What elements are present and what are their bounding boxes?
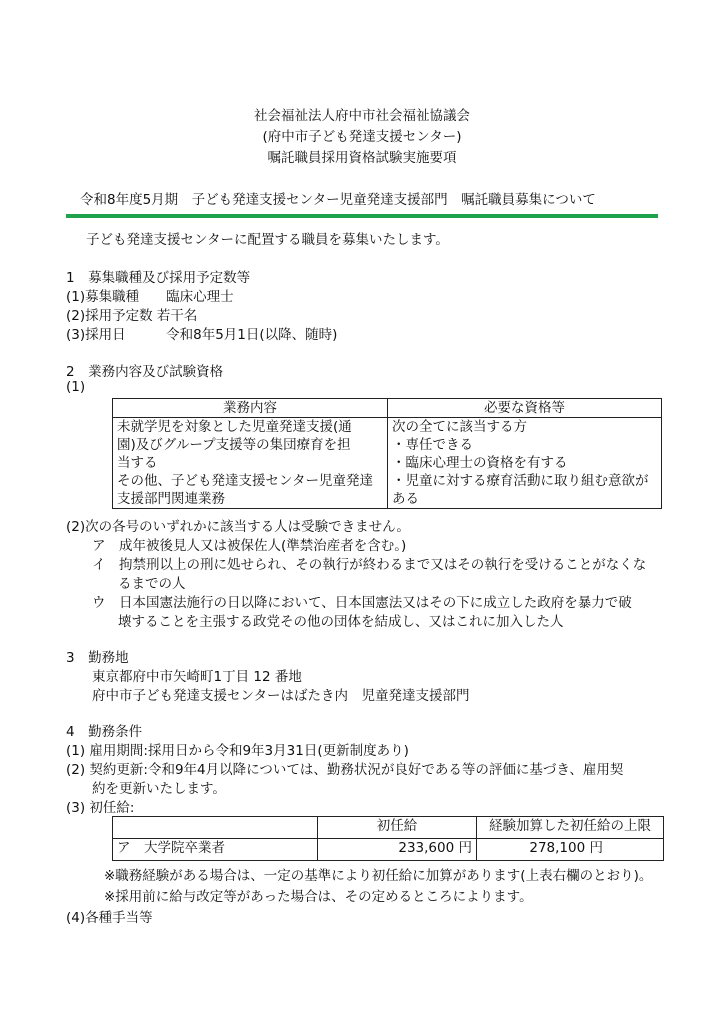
duties-cell	[113, 418, 388, 509]
employment-period: (1) 雇用期間:採用日から令和9年3月31日(更新制度あり)	[66, 743, 409, 759]
section1-item-date: (3)採用日 令和8年5月1日(以降、随時)	[66, 327, 338, 343]
document-title: 嘱託職員採用資格試験実施要項	[267, 150, 457, 166]
salary-col-max: 経験加算した初任給の上限	[477, 817, 664, 839]
duties-line: 未就学児を対象とした児童発達支援(通	[117, 419, 352, 435]
qualifications-cell	[388, 418, 662, 509]
col-header-qualifications: 必要な資格等	[388, 399, 662, 418]
section2-sub1: (1)	[66, 379, 86, 395]
section2-heading: 2 業務内容及び試験資格	[66, 364, 224, 380]
disqualification-u-cont: 壊することを主張する政党その他の団体を結成し、又はこれに加入した人	[118, 614, 564, 630]
salary-col-base: 初任給	[318, 817, 477, 839]
allowances-heading: (4)各種手当等	[66, 910, 153, 926]
section4-heading: 4 勤務条件	[66, 724, 143, 740]
section1-heading: 1 募集職種及び採用予定数等	[66, 270, 251, 286]
duties-line: 当する	[117, 455, 158, 471]
contract-renewal-cont: 約を更新いたします。	[92, 781, 226, 797]
qualification-line: 次の全てに該当する方	[392, 419, 527, 435]
disqualification-i: イ 拘禁刑以上の刑に処せられ、その執行が終わるまで又はその執行を受けることがなくな	[92, 557, 647, 573]
org-name: 社会福祉法人府中市社会福祉協議会	[254, 108, 470, 124]
duties-line: 支援部門関連業務	[117, 491, 225, 507]
section2-sub2: (2)次の各号のいずれかに該当する人は受験できません。	[66, 519, 410, 535]
center-name: (府中市子ども発達支援センター)	[262, 129, 462, 145]
intro-text: 子ども発達支援センターに配置する職員を募集いたします。	[86, 232, 449, 248]
salary-note-experience: ※職務経験がある場合は、一定の基準により初任給に加算があります(上表右欄のとおり)。	[104, 868, 653, 884]
contract-renewal: (2) 契約更新:令和9年4月以降については、勤務状況が良好である等の評価に基づき、雇用契	[66, 762, 624, 778]
salary-header-row	[113, 817, 664, 839]
salary-row-label: ア 大学院卒業者	[113, 839, 318, 861]
disqualification-a: ア 成年被後見人又は被保佐人(準禁治産者を含む。)	[92, 538, 407, 554]
section1-item-number: (2)採用予定数 若干名	[66, 308, 198, 324]
qualification-line: ・児童に対する療育活動に取り組む意欲が	[392, 473, 649, 489]
qualification-line: ・専任できる	[392, 437, 473, 453]
qualification-line: ある	[392, 491, 419, 507]
salary-note-revision: ※採用前に給与改定等があった場合は、その定めるところによります。	[104, 889, 533, 905]
salary-max-value: 278,100 円	[477, 839, 664, 861]
table-row	[113, 839, 664, 861]
duties-line: その他、子ども発達支援センター児童発達	[117, 473, 373, 489]
salary-base-value: 233,600 円	[318, 839, 477, 861]
duties-table	[112, 398, 662, 509]
col-header-duties: 業務内容	[113, 399, 388, 418]
qualification-line: ・臨床心理士の資格を有する	[392, 455, 568, 471]
section1-item-job: (1)募集職種 臨床心理士	[66, 289, 234, 305]
salary-empty-header	[113, 817, 318, 839]
disqualification-u: ウ 日本国憲法施行の日以降において、日本国憲法又はその下に成立した政府を暴力で破	[92, 595, 632, 611]
table-row	[113, 418, 662, 509]
work-address: 東京都府中市矢崎町1丁目 12 番地	[92, 669, 302, 685]
disqualification-i-cont: るまでの人	[118, 576, 186, 592]
starting-salary-label: (3) 初任給:	[66, 800, 135, 816]
recruitment-subtitle: 令和8年度5月期 子ども発達支援センター児童発達支援部門 嘱託職員募集について	[80, 192, 596, 208]
green-divider	[66, 214, 658, 218]
section3-heading: 3 勤務地	[66, 650, 129, 666]
work-place: 府中市子ども発達支援センターはばたき内 児童発達支援部門	[92, 688, 470, 704]
duties-line: 園)及びグループ支援等の集団療育を担	[117, 437, 351, 453]
salary-table	[112, 816, 664, 861]
table-header-row	[113, 399, 662, 418]
